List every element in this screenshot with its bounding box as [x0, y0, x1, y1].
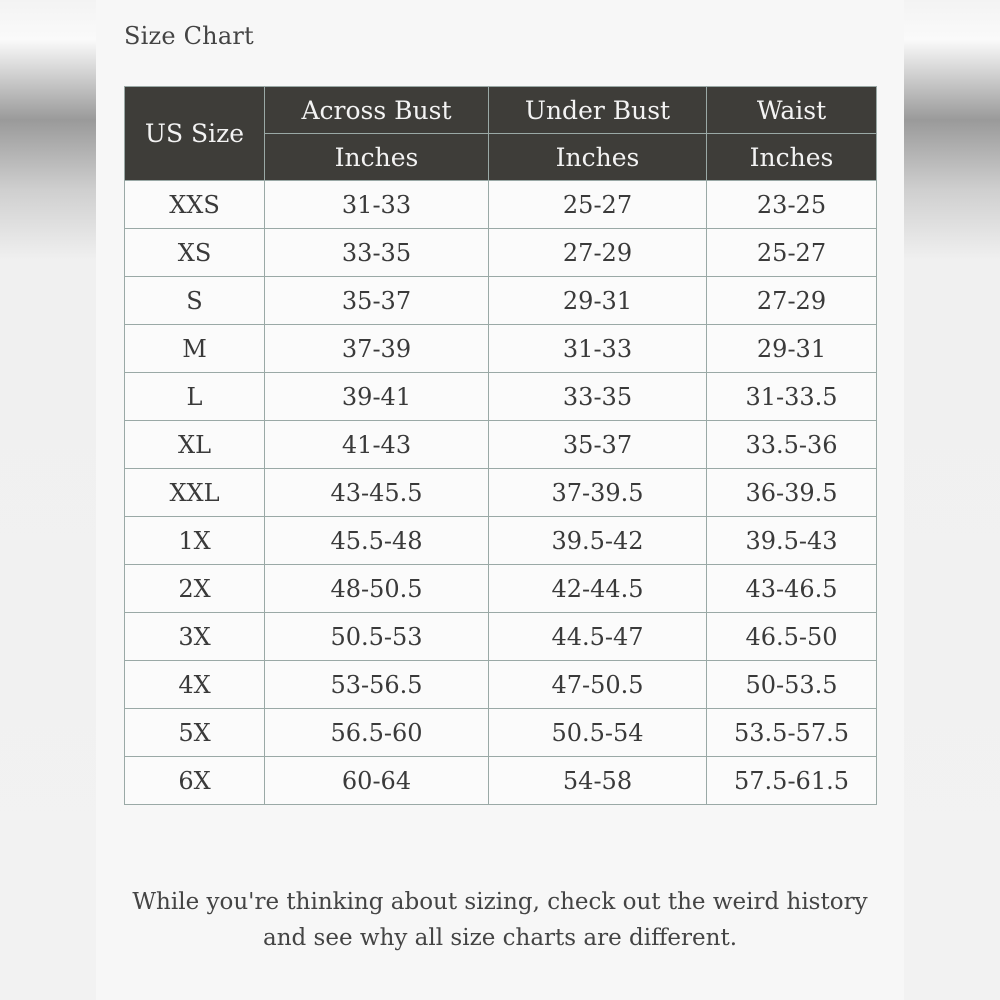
cell-across-bust: 37-39	[265, 325, 489, 373]
cell-waist: 39.5-43	[707, 517, 877, 565]
footer-line-1: While you're thinking about sizing, check out the weird history	[132, 889, 868, 915]
table-row	[125, 373, 877, 421]
table-row	[125, 517, 877, 565]
cell-waist: 25-27	[707, 229, 877, 277]
table-row	[125, 565, 877, 613]
table-row	[125, 757, 877, 805]
table-row	[125, 709, 877, 757]
cell-across-bust: 48-50.5	[265, 565, 489, 613]
cell-waist: 53.5-57.5	[707, 709, 877, 757]
cell-under-bust: 39.5-42	[489, 517, 707, 565]
cell-across-bust: 53-56.5	[265, 661, 489, 709]
content-page	[96, 0, 904, 1000]
cell-waist: 50-53.5	[707, 661, 877, 709]
footer-note	[124, 884, 876, 956]
table-row	[125, 613, 877, 661]
header-us-size: US Size	[125, 87, 265, 181]
table-header	[125, 87, 877, 181]
cell-under-bust: 33-35	[489, 373, 707, 421]
cell-size: 5X	[125, 709, 265, 757]
cell-under-bust: 47-50.5	[489, 661, 707, 709]
table-row	[125, 229, 877, 277]
cell-across-bust: 50.5-53	[265, 613, 489, 661]
header-row	[125, 87, 877, 134]
left-backdrop	[0, 0, 96, 1000]
cell-under-bust: 29-31	[489, 277, 707, 325]
cell-waist: 36-39.5	[707, 469, 877, 517]
cell-across-bust: 33-35	[265, 229, 489, 277]
cell-size: XS	[125, 229, 265, 277]
header-unit-under-bust: Inches	[489, 134, 707, 181]
cell-size: XL	[125, 421, 265, 469]
cell-under-bust: 25-27	[489, 181, 707, 229]
header-across-bust: Across Bust	[265, 87, 489, 134]
cell-under-bust: 54-58	[489, 757, 707, 805]
cell-waist: 46.5-50	[707, 613, 877, 661]
cell-waist: 57.5-61.5	[707, 757, 877, 805]
cell-across-bust: 56.5-60	[265, 709, 489, 757]
cell-across-bust: 43-45.5	[265, 469, 489, 517]
cell-under-bust: 27-29	[489, 229, 707, 277]
cell-size: L	[125, 373, 265, 421]
cell-across-bust: 35-37	[265, 277, 489, 325]
cell-under-bust: 35-37	[489, 421, 707, 469]
cell-size: XXL	[125, 469, 265, 517]
cell-waist: 23-25	[707, 181, 877, 229]
cell-size: 2X	[125, 565, 265, 613]
cell-across-bust: 60-64	[265, 757, 489, 805]
cell-waist: 31-33.5	[707, 373, 877, 421]
table-row	[125, 325, 877, 373]
cell-across-bust: 45.5-48	[265, 517, 489, 565]
footer-line-2: and see why all size charts are different.	[262, 925, 738, 951]
cell-under-bust: 31-33	[489, 325, 707, 373]
cell-under-bust: 44.5-47	[489, 613, 707, 661]
header-unit-across-bust: Inches	[265, 134, 489, 181]
size-chart-table	[124, 86, 877, 805]
cell-waist: 29-31	[707, 325, 877, 373]
cell-under-bust: 50.5-54	[489, 709, 707, 757]
cell-size: 1X	[125, 517, 265, 565]
cell-size: 6X	[125, 757, 265, 805]
header-unit-waist: Inches	[707, 134, 877, 181]
cell-across-bust: 31-33	[265, 181, 489, 229]
table-row	[125, 181, 877, 229]
table-row	[125, 661, 877, 709]
header-waist: Waist	[707, 87, 877, 134]
cell-size: XXS	[125, 181, 265, 229]
table-row	[125, 421, 877, 469]
cell-waist: 33.5-36	[707, 421, 877, 469]
page-title: Size Chart	[124, 22, 254, 50]
right-backdrop	[904, 0, 1000, 1000]
table-row	[125, 469, 877, 517]
table-body	[125, 181, 877, 805]
cell-size: 3X	[125, 613, 265, 661]
cell-under-bust: 42-44.5	[489, 565, 707, 613]
cell-size: M	[125, 325, 265, 373]
table-row	[125, 277, 877, 325]
cell-across-bust: 39-41	[265, 373, 489, 421]
header-under-bust: Under Bust	[489, 87, 707, 134]
cell-across-bust: 41-43	[265, 421, 489, 469]
cell-under-bust: 37-39.5	[489, 469, 707, 517]
cell-size: S	[125, 277, 265, 325]
cell-size: 4X	[125, 661, 265, 709]
cell-waist: 27-29	[707, 277, 877, 325]
cell-waist: 43-46.5	[707, 565, 877, 613]
